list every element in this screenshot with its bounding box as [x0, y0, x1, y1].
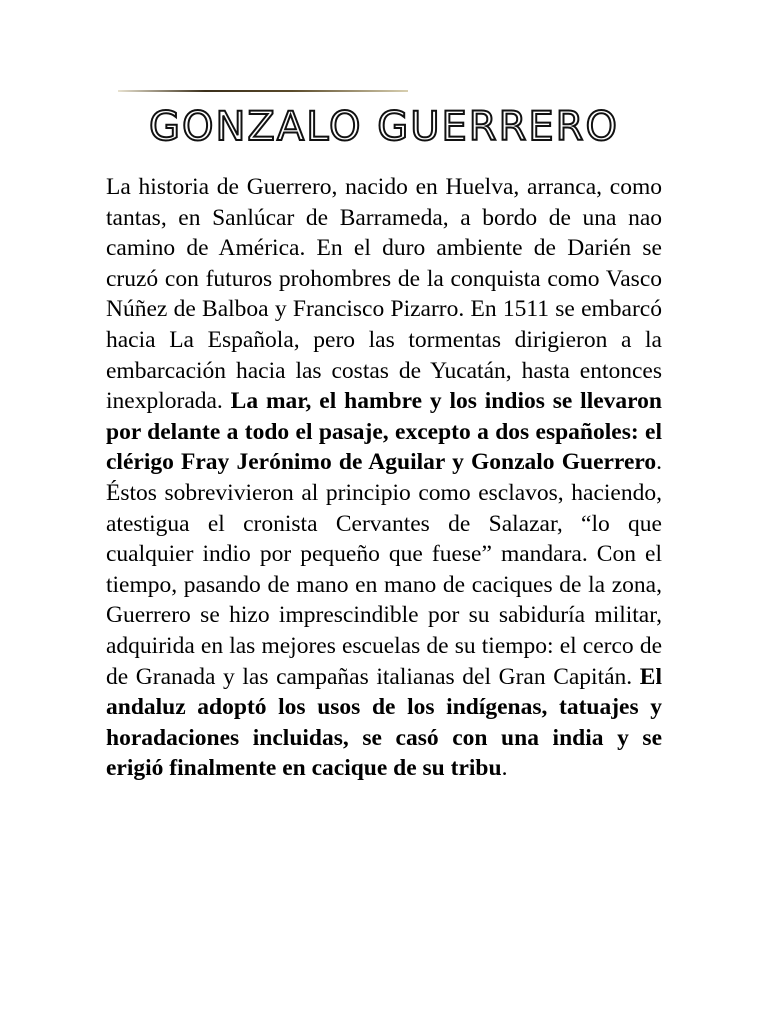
text-segment-bold-shipwreck: La mar, el hambre y los indios se llevaron por delante a todo el pasaje, excepto a dos españoles: el clérigo Fray Jerónimo de Aguilar y Gonzalo Guerrero	[106, 388, 662, 476]
decorative-rule	[118, 90, 408, 92]
page-title: GONZALO GUERRERO	[149, 104, 619, 150]
body-paragraph	[106, 172, 662, 784]
text-segment-middle: . Éstos sobrevivieron al principio como esclavos, haciendo, atestigua el cronista Cervantes de Salazar, “lo que cualquier indio por pequeño que fuese” mandara. Con el tiempo, pasando de mano en mano de caciques de la zona, Guerrero se hizo imprescindible por su sabiduría militar, adquirida en las mejores escuelas de su tiempo: el cerco de de Granada y las campañas italianas del Gran Capitán.	[106, 449, 662, 690]
text-segment-bold-cacique: El andaluz adoptó los usos de los indígenas, tatuajes y horadaciones incluidas, se casó con una india y se erigió finalmente en cacique de su tribu	[106, 663, 662, 782]
text-segment-end: .	[501, 755, 508, 782]
text-segment-intro: La historia de Guerrero, nacido en Huelva, arranca, como tantas, en Sanlúcar de Barrameda, a bordo de una nao camino de América. En el duro ambiente de Darién se cruzó con futuros prohombres de la conquista como Vasco Núñez de Balboa y Francisco Pizarro. En 1511 se embarcó hacia La Española, pero las tormentas dirigieron a la embarcación hacia las costas de Yucatán, hasta entonces inexplorada.	[106, 174, 662, 415]
